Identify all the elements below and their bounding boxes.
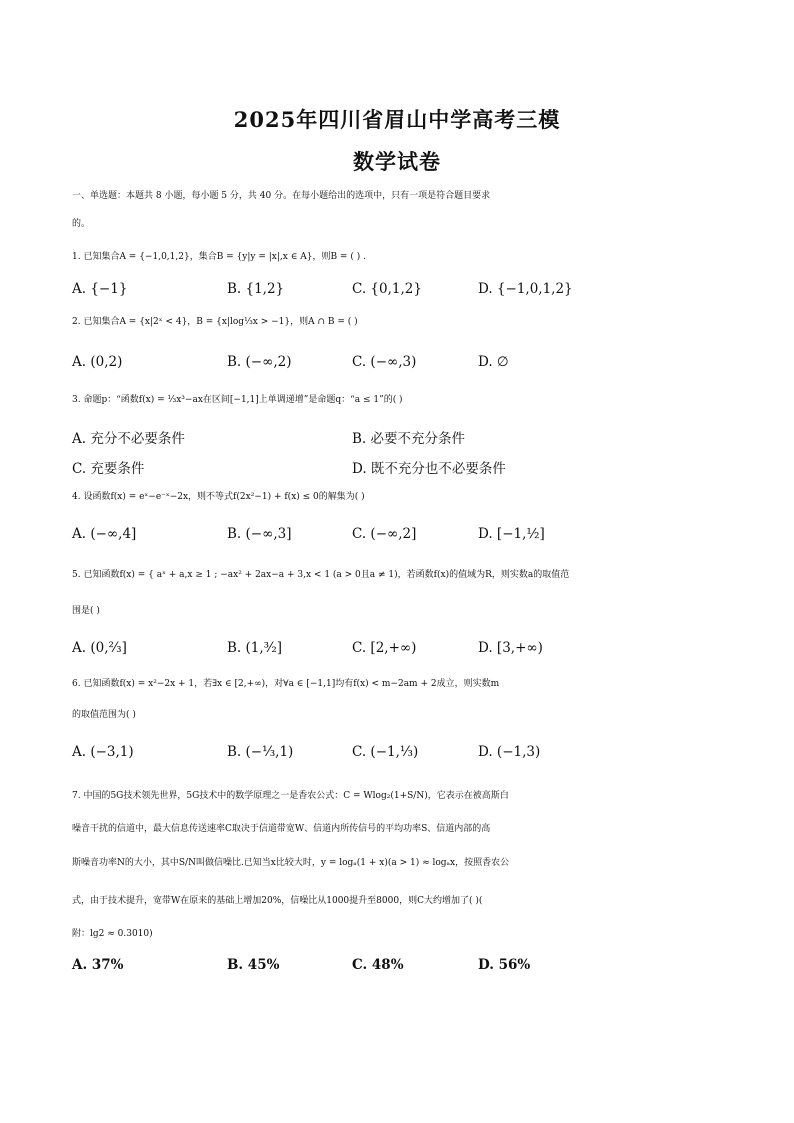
question-1-option-c: C. {0,1,2} [352, 281, 422, 297]
question-6-stem: 6. 已知函数f(x) = x²−2x + 1，若∃x ∈ [2,+∞)，对∀a ∈ [−1,1]均有f(x) < m−2am + 2成立，则实数m [72, 679, 500, 689]
question-1-option-b: B. {1,2} [227, 281, 285, 297]
question-4-option-b: B. (−∞,3] [227, 526, 292, 542]
question-2-option-c: C. (−∞,3) [352, 354, 417, 370]
question-5-stem-cont: 围是( ) [72, 606, 100, 616]
question-7-stem-cont-3: 式，由于技术提升，宽带W在原来的基础上增加20%，信噪比从1000提升至8000，则C大约增加了( )( [72, 896, 483, 906]
question-7-option-a: A. 37% [72, 957, 124, 973]
question-7-stem: 7. 中国的5G技术领先世界，5G技术中的数学原理之一是香农公式：C = Wlog₂(1+S/N)，它表示在被高斯白 [72, 791, 509, 801]
question-4-stem: 4. 设函数f(x) = eˣ−e⁻ˣ−2x，则不等式f(2x²−1) + f(x) ≤ 0的解集为( ) [72, 492, 365, 502]
question-6-option-d: D. (−1,3) [478, 744, 541, 760]
question-6-stem-cont: 的取值范围为( ) [72, 710, 136, 720]
question-3-option-d: D. 既不充分也不必要条件 [352, 461, 506, 477]
question-2-option-a: A. (0,2) [72, 354, 123, 370]
question-3-stem: 3. 命题p：“函数f(x) = ⅓x³−ax在区间[−1,1]上单调递增”是命题q：“a ≤ 1”的( ) [72, 395, 403, 405]
question-5-option-c: C. [2,+∞) [352, 640, 417, 656]
question-4-option-a: A. (−∞,4] [72, 526, 137, 542]
question-1-option-a: A. {−1} [72, 281, 128, 297]
question-4-option-d: D. [−1,½] [478, 526, 545, 542]
question-4-option-c: C. (−∞,2] [352, 526, 417, 542]
question-2-option-b: B. (−∞,2) [227, 354, 292, 370]
question-5-option-a: A. (0,⅔] [72, 640, 127, 656]
question-7-stem-cont-1: 噪音干扰的信道中，最大信息传送速率C取决于信道带宽W、信道内所传信号的平均功率S、信道内部的高 [72, 824, 491, 834]
exam-title: 2025年四川省眉山中学高考三模 [233, 107, 561, 132]
question-3-option-a: A. 充分不必要条件 [72, 431, 185, 447]
exam-subtitle: 数学试卷 [353, 149, 441, 174]
question-6-option-a: A. (−3,1) [72, 744, 134, 760]
question-7-stem-cont-4: 附：lg2 ≈ 0.3010) [72, 929, 153, 939]
question-2-option-d: D. ∅ [478, 354, 509, 370]
question-3-option-c: C. 充要条件 [72, 461, 145, 477]
question-7-option-c: C. 48% [352, 957, 404, 973]
question-5-stem: 5. 已知函数f(x) = { aˣ + a,x ≥ 1 ; −ax² + 2ax−a + 3,x < 1 (a > 0且a ≠ 1)，若函数f(x)的值域为R，则实数a的取值范 [72, 570, 570, 580]
question-6-option-c: C. (−1,⅓) [352, 744, 419, 760]
question-6-option-b: B. (−⅓,1) [227, 744, 294, 760]
question-3-option-b: B. 必要不充分条件 [352, 431, 466, 447]
question-1-stem: 1. 已知集合A = {−1,0,1,2}，集合B = {y|y = |x|,x ∈ A}，则B = ( ) . [72, 252, 366, 262]
question-2-stem: 2. 已知集合A = {x|2ˣ < 4}，B = {x|log⅓x > −1}，则A ∩ B = ( ) [72, 317, 358, 327]
question-7-option-b: B. 45% [227, 957, 280, 973]
question-7-stem-cont-2: 斯噪音功率N的大小，其中S/N叫做信噪比.已知当x比较大时，y = logₐ(1 + x)(a > 1) ≈ logₐx，按照香农公 [72, 858, 510, 868]
question-1-option-d: D. {−1,0,1,2} [478, 281, 573, 297]
question-5-option-d: D. [3,+∞) [478, 640, 543, 656]
question-7-option-d: D. 56% [478, 957, 531, 973]
question-5-option-b: B. (1,³⁄₂] [227, 640, 282, 656]
section-instruction-cont: 的。 [72, 219, 91, 229]
section-instruction: 一、单选题：本题共 8 小题，每小题 5 分，共 40 分。在每小题给出的选项中，只有一项是符合题目要求 [72, 191, 491, 201]
